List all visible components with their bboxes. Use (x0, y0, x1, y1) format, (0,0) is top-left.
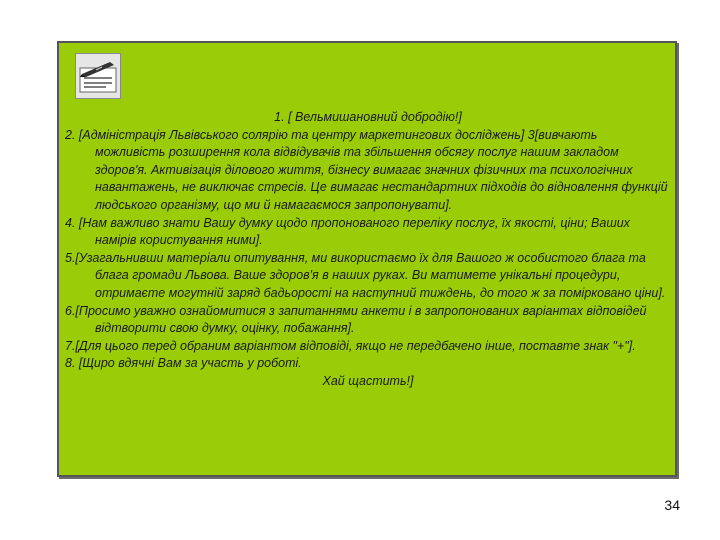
paragraph-5: 5.[Узагальнивши матеріали опитування, ми використаємо їх для Вашого ж особистого блага та блага громади Львова. Ваше здоров'я в наших руках. Ви матимете унікальні процедури, отримаєте могутній заряд бадьорості на наступний тиждень, до того ж за помірковано ціни]. (65, 250, 666, 300)
document-pen-icon (75, 53, 121, 99)
slide-number: 34 (664, 497, 680, 513)
paragraph-7: 7.[Для цього перед обраним варіантом відповіді, якщо не передбачено інше, поставте знак "+"]. (65, 338, 636, 353)
paragraph-4: 4. [Нам важливо знати Вашу думку щодо пропонованого переліку послуг, їх якості, ціни; Ваших намірів користування ними]. (65, 215, 630, 248)
paragraph-farewell: Хай щастить!] (322, 373, 414, 388)
slide-frame (57, 41, 677, 477)
paragraph-6: 6.[Просимо уважно ознайомитися з запитаннями анкети і в запропонованих варіантах відповідей відтворити свою думку, оцінку, побажання]. (65, 303, 647, 336)
paragraph-greeting: 1. [ Вельмишановний добродію!] (274, 110, 462, 124)
paragraph-2-3: 2. [Адміністрація Львівського солярію та центру маркетингових досліджень] 3[вивчають можливість розширення кола відвідувачів та збільшення обсягу послуг нашим закладом здоров'я. Активізація ділового життя, бізнесу вимагає значних фізичних та психологічних навантажень, не виключає стресів. Це вимагає нестандартних підходів до відновлення функцій людського організму, що ми й намагаємося запропонувати]. (65, 127, 668, 212)
slide-body-text (65, 109, 671, 391)
paragraph-8: 8. [Щиро вдячні Вам за участь у роботі. (65, 356, 302, 371)
